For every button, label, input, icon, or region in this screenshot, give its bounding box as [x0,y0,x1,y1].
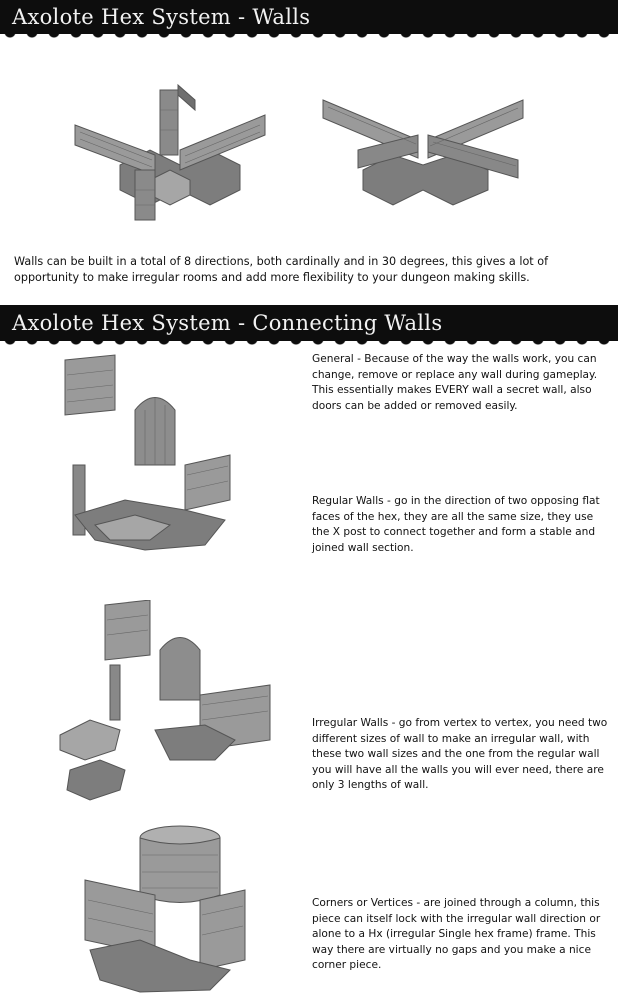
connecting-walls-section-title: Axolote Hex System - Connecting Walls [12,311,443,335]
connecting-walls-section-banner [0,305,618,341]
walls-description: Walls can be built in a total of 8 directions, both cardinally and in 30 degrees, this gives a lot of opportunity to make irregular rooms and add more flexibility to your dungeon making skills. [14,255,549,284]
general-description: General - Because of the way the walls work, you can change, remove or replace any wall during gameplay. This essentially makes EVERY wall a secret wall, also doors can be added or removed easily. [312,353,598,412]
corner-column-render [80,820,280,995]
regular-walls-description: Regular Walls - go in the direction of two opposing flat faces of the hex, they are all the same size, they use the X post to connect together and form a stable and joined wall section. [312,495,600,554]
walls-cross-render-right [318,80,528,210]
irregular-walls-description: Irregular Walls - go from vertex to vertex, you need two different sizes of wall to make an irregular wall, with these two wall sizes and the one from the regular wall you will have all the walls you will ever need, there are only 3 lengths of wall. [312,717,608,791]
walls-section-title: Axolote Hex System - Walls [12,5,311,29]
walls-cross-render-left [60,70,280,230]
banner-torn-edge [0,339,618,347]
general-walls-render [55,350,255,565]
walls-section-banner [0,0,618,34]
corners-description: Corners or Vertices - are joined through a column, this piece can itself lock with the irregular wall direction or alone to a Hx (irregular Single hex frame) frame. This way there are virtually no gaps and you make a nice corner piece. [312,897,601,971]
irregular-walls-render [55,600,275,810]
banner-torn-edge [0,32,618,40]
